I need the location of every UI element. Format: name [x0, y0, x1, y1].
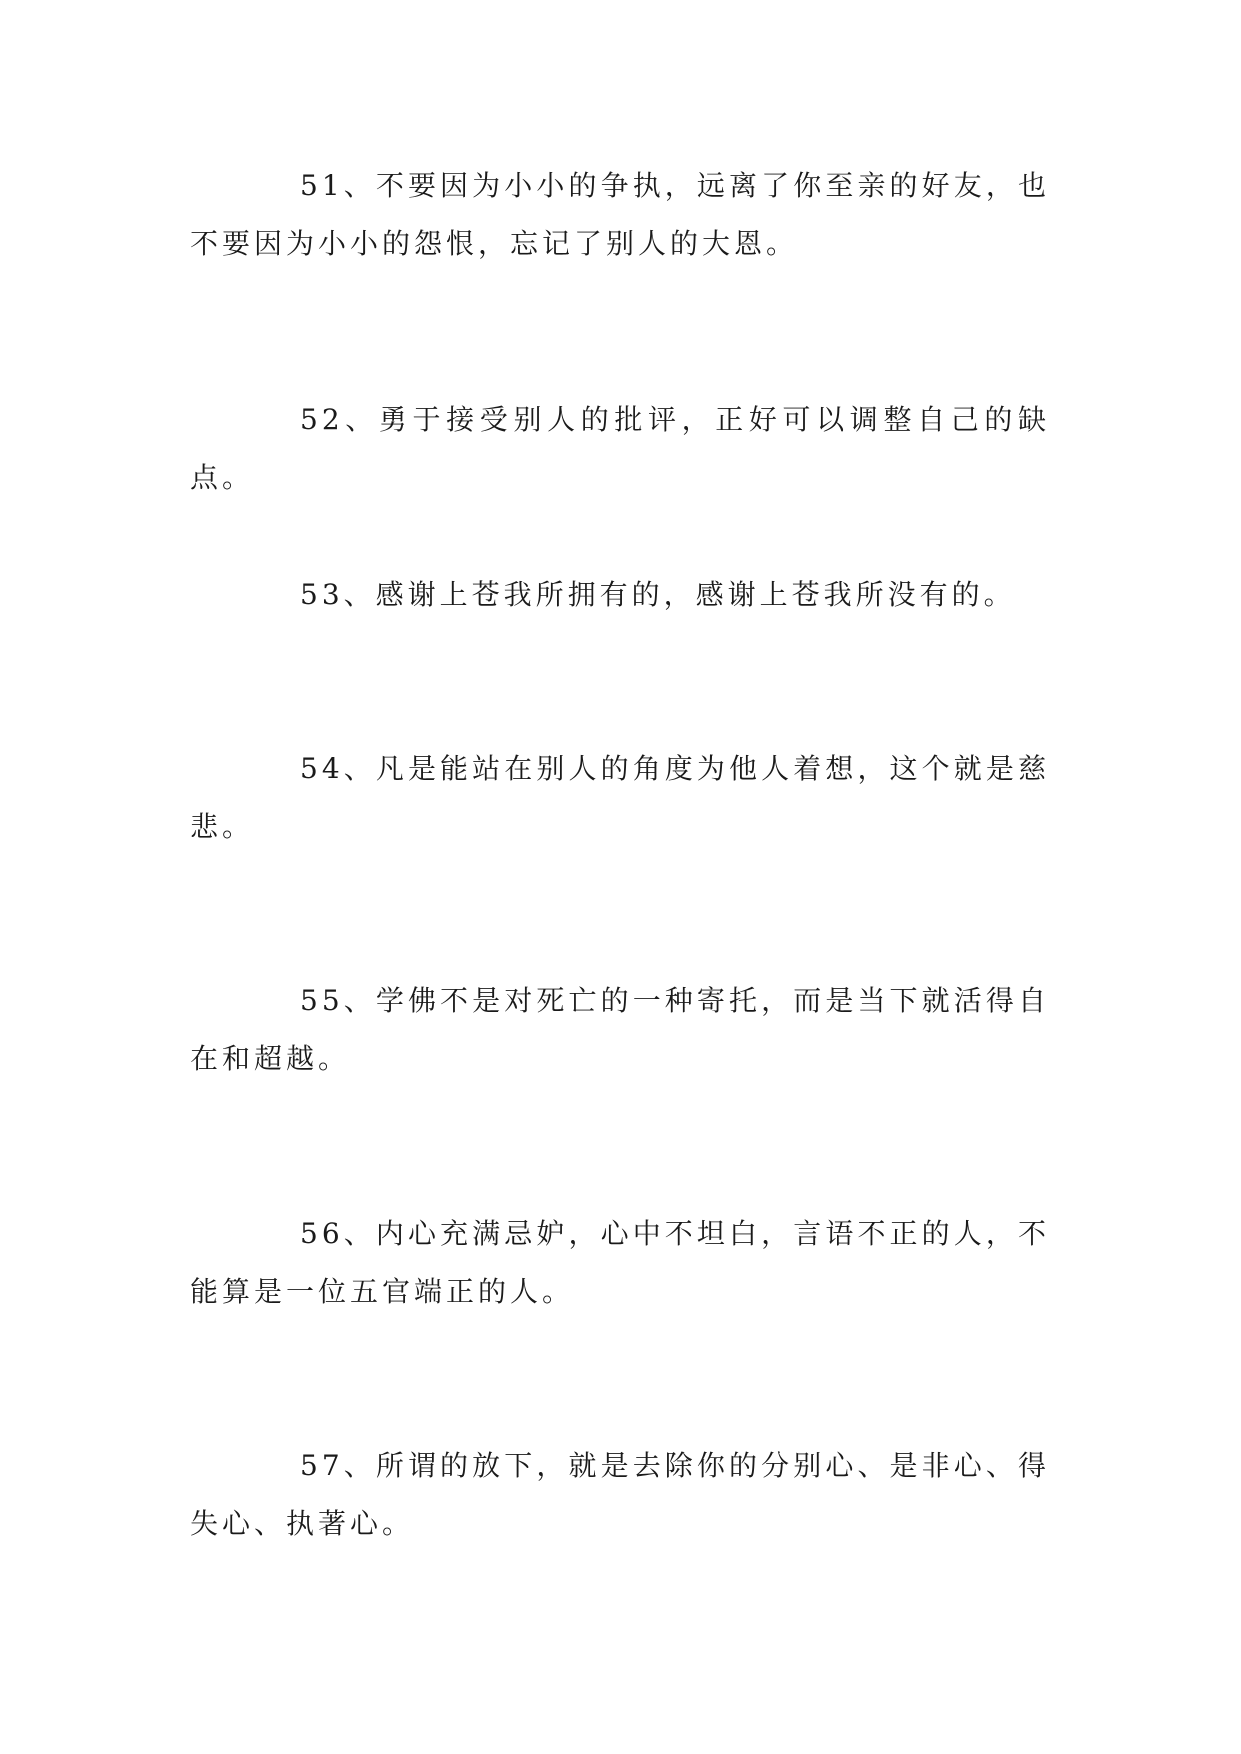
paragraph-55: 55、学佛不是对死亡的一种寄托，而是当下就活得自在和超越。	[190, 984, 1050, 1075]
paragraph-53: 53、感谢上苍我所拥有的，感谢上苍我所没有的。	[300, 578, 1016, 611]
paragraph-57: 57、所谓的放下，就是去除你的分别心、是非心、得失心、执著心。	[190, 1449, 1050, 1540]
paragraph-54: 54、凡是能站在别人的角度为他人着想，这个就是慈悲。	[190, 752, 1050, 843]
paragraph-52: 52、勇于接受别人的批评，正好可以调整自己的缺点。	[190, 403, 1050, 494]
paragraph-56: 56、内心充满忌妒，心中不坦白，言语不正的人，不能算是一位五官端正的人。	[190, 1217, 1050, 1308]
paragraph-51: 51、不要因为小小的争执，远离了你至亲的好友，也不要因为小小的怨恨，忘记了别人的大恩。	[190, 169, 1050, 260]
